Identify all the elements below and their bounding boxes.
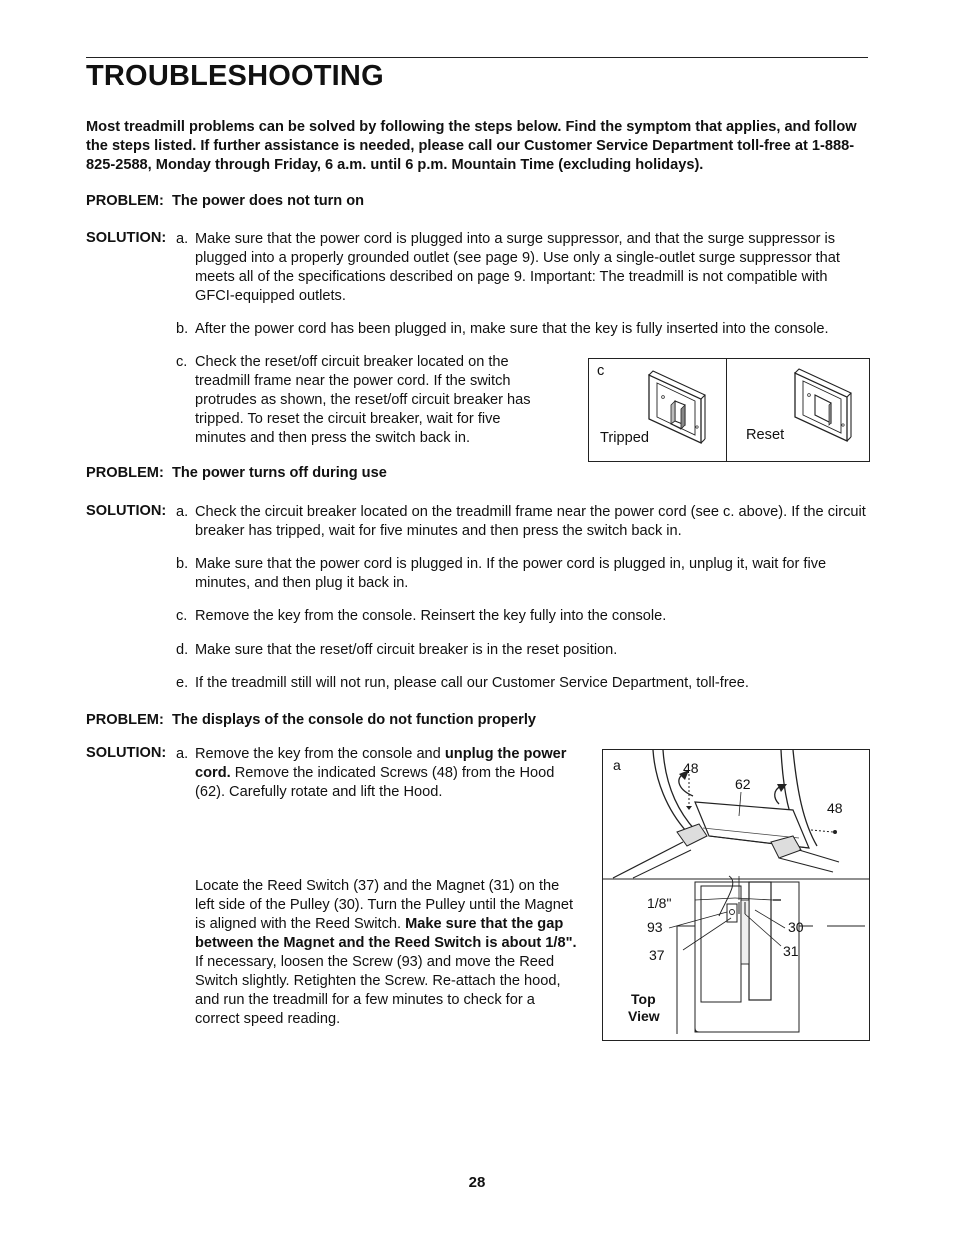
item-text: Check the circuit breaker located on the treadmill frame near the power cord (see c. above). If the circuit breaker has tripped, wait for five minutes and then press the switch back in.: [195, 504, 866, 539]
item-text: Make sure that the reset/off circuit breaker is in the reset position.: [195, 642, 618, 658]
callout-30: 30: [788, 919, 804, 935]
problem-3-text: The displays of the console do not function properly: [171, 712, 537, 728]
figure-divider: [726, 359, 727, 461]
text-part: Locate the Reed Switch (37) and the Magnet (31) on the left side of the Pulley (30). Turn the Pulley until the Magnet is aligned with the Reed Switch.: [195, 878, 574, 932]
figure-hood-reed-switch: [602, 749, 870, 1041]
item-text: [195, 745, 567, 802]
tripped-switch-drawing: [639, 367, 719, 447]
figure-circuit-breaker: [588, 358, 870, 462]
header-rule: [86, 57, 868, 58]
p2-item-a: [176, 503, 876, 543]
problem-2-heading: [86, 465, 387, 481]
page-number: 28: [468, 1174, 486, 1191]
top-view-label-2: View: [628, 1008, 660, 1024]
figure-c-letter: c: [597, 363, 605, 379]
item-letter: b.: [176, 321, 189, 337]
problem-label: PROBLEM:: [86, 712, 164, 728]
p1-item-b: [176, 320, 876, 340]
p1-item-c: [176, 353, 556, 453]
problem-label: PROBLEM:: [86, 193, 164, 209]
problem-1-text: The power does not turn on: [171, 193, 365, 209]
tripped-label: Tripped: [600, 430, 649, 446]
item-text: Make sure that the power cord is plugged into a surge suppressor, and that the surge suppressor is plugged into a properly grounded outlet (see page 9). Use only a single-outlet surge suppressor that meets all of the specifications described on page 9. Important: The treadmill is not compatible with GFCI-equipped outlets.: [195, 231, 840, 304]
text-part: Remove the indicated Screws (48) from the Hood (62). Carefully rotate and lift the Hood.: [195, 765, 555, 800]
item-letter: a.: [176, 746, 189, 762]
problem-2-text: The power turns off during use: [171, 465, 387, 481]
top-view-label-1: Top: [631, 991, 656, 1007]
item-text: If the treadmill still will not run, please call our Customer Service Department, toll-free.: [195, 675, 749, 691]
item-text: Remove the key from the console. Reinsert the key fully into the console.: [195, 608, 667, 624]
problem-3-heading: [86, 712, 536, 728]
p1-item-a: [176, 230, 876, 310]
page-title: TROUBLESHOOTING: [86, 60, 384, 92]
item-letter: c.: [176, 354, 188, 370]
p2-item-d: [176, 641, 876, 661]
item-letter: d.: [176, 642, 189, 658]
reset-label: Reset: [746, 427, 785, 443]
callout-48-right: 48: [827, 800, 843, 816]
text-bold-part: Make sure that the gap between the Magnet and the Reed Switch is about 1/8".: [195, 916, 577, 951]
p3-item-a: [176, 745, 576, 805]
solution-2-label: SOLUTION:: [86, 503, 167, 519]
gap-label: 1/8": [647, 895, 672, 911]
p2-item-b: [176, 555, 876, 595]
reset-switch-drawing: [785, 365, 865, 445]
item-text: After the power cord has been plugged in, make sure that the key is fully inserted into the console.: [195, 321, 829, 337]
item-text: Check the reset/off circuit breaker located on the treadmill frame near the power cord. If the switch protrudes as shown, the reset/off circuit breaker has tripped. To reset the circuit breaker, wait for five minutes and then press the switch back in.: [195, 354, 531, 446]
p2-item-e: [176, 674, 876, 694]
item-letter: e.: [176, 675, 189, 691]
item-letter: a.: [176, 231, 189, 247]
text-part: If necessary, loosen the Screw (93) and move the Reed Switch slightly. Retighten the Screw. Re-attach the hood, and run the treadmill for a few minutes to check for a correct speed reading.: [195, 954, 561, 1027]
solution-3-label: SOLUTION:: [86, 745, 167, 761]
problem-label: PROBLEM:: [86, 465, 164, 481]
p2-item-c: [176, 607, 876, 627]
problem-1-heading: [86, 193, 364, 209]
callout-62: 62: [735, 776, 751, 792]
callout-37: 37: [649, 947, 665, 963]
callout-31: 31: [783, 943, 799, 959]
callout-48-left: 48: [683, 760, 699, 776]
solution-1-label: SOLUTION:: [86, 230, 167, 246]
text-bold-part: unplug the power cord.: [195, 746, 567, 781]
intro-paragraph: Most treadmill problems can be solved by following the steps below. Find the symptom that applies, and follow the steps listed. If further assistance is needed, please call our Customer Service Department toll-free at 1-888-825-2588, Monday through Friday, 6 a.m. until 6 p.m. Mountain Time (excluding holidays).: [86, 119, 857, 173]
figure-a-letter: a: [613, 757, 621, 773]
callout-93: 93: [647, 919, 663, 935]
item-text: Make sure that the power cord is plugged in. If the power cord is plugged in, unplug it, wait for five minutes, and then plug it back in.: [195, 556, 827, 591]
text-part: Remove the key from the console and: [195, 746, 445, 762]
item-letter: c.: [176, 608, 188, 624]
item-letter: b.: [176, 556, 189, 572]
p3-item-b: [195, 877, 577, 1037]
item-letter: a.: [176, 504, 189, 520]
